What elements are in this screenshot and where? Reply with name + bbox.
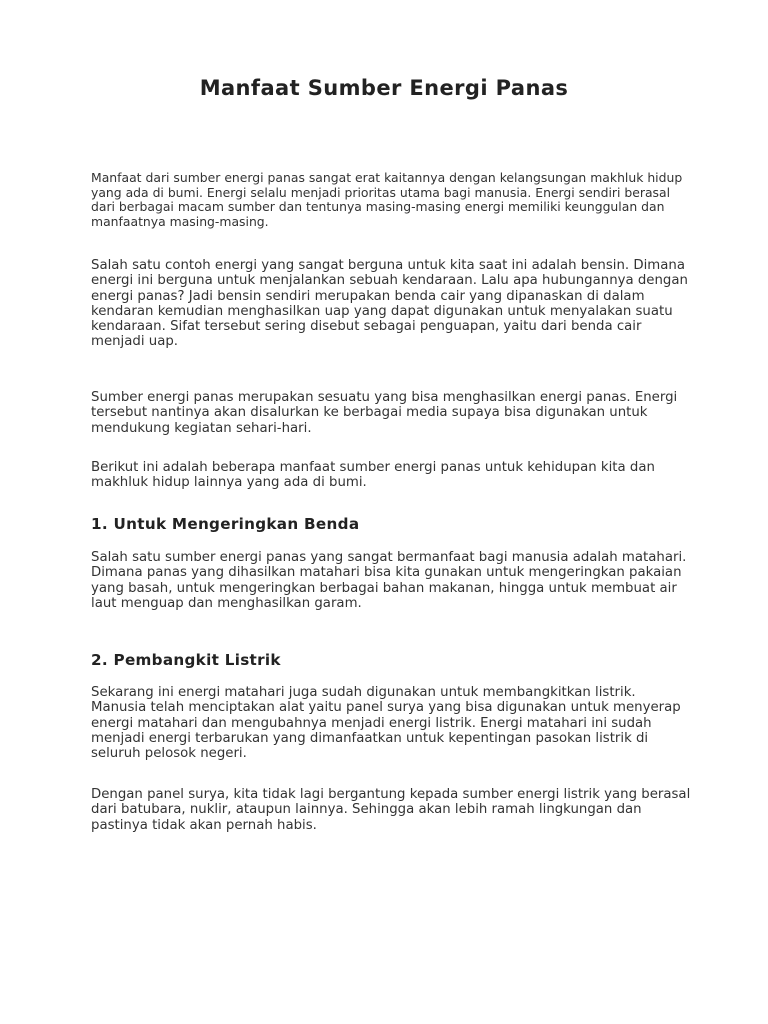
section-heading: 2. Pembangkit Listrik bbox=[91, 651, 281, 669]
section-paragraph: Salah satu sumber energi panas yang sangat bermanfaat bagi manusia adalah matahari. Dimana panas yang dihasilkan matahari bisa kita gunakan untuk mengeringkan pakaian yang basah, untuk mengeringkan berbagai bahan makanan, hingga untuk membuat air laut menguap dan menghasilkan garam. bbox=[91, 550, 687, 611]
section-paragraph: Dengan panel surya, kita tidak lagi bergantung kepada sumber energi listrik yang berasal dari batubara, nuklir, ataupun lainnya. Sehingga akan lebih ramah lingkungan dan pastinya tidak akan pernah habis. bbox=[91, 787, 691, 833]
body-paragraph: Berikut ini adalah beberapa manfaat sumber energi panas untuk kehidupan kita dan makhluk hidup lainnya yang ada di bumi. bbox=[91, 460, 655, 491]
intro-paragraph: Manfaat dari sumber energi panas sangat erat kaitannya dengan kelangsungan makhluk hidup yang ada di bumi. Energi selalu menjadi prioritas utama bagi manusia. Energi sendiri berasal dari berbagai macam sumber dan tentunya masing-masing energi memiliki keunggulan dan manfaatnya masing-masing. bbox=[91, 170, 683, 229]
section-paragraph: Sekarang ini energi matahari juga sudah digunakan untuk membangkitkan listrik. Manusia telah menciptakan alat yaitu panel surya yang bisa digunakan untuk menyerap energi matahari dan mengubahnya menjadi energi listrik. Energi matahari ini sudah menjadi energi terbarukan yang dimanfaatkan untuk kepentingan pasokan listrik di seluruh pelosok negeri. bbox=[91, 685, 681, 762]
body-paragraph: Sumber energi panas merupakan sesuatu yang bisa menghasilkan energi panas. Energi tersebut nantinya akan disalurkan ke berbagai media supaya bisa digunakan untuk mendukung kegiatan sehari-hari. bbox=[91, 390, 678, 436]
body-paragraph: Salah satu contoh energi yang sangat berguna untuk kita saat ini adalah bensin. Dimana energi ini berguna untuk menjalankan sebuah kendaraan. Lalu apa hubungannya dengan energi panas? Jadi bensin sendiri merupakan benda cair yang dipanaskan di dalam kendaran kemudian menghasilkan uap yang dapat digunakan untuk menyalakan suatu kendaraan. Sifat tersebut sering disebut sebagai penguapan, yaitu dari benda cair menjadi uap. bbox=[91, 258, 688, 350]
document-title: Manfaat Sumber Energi Panas bbox=[199, 76, 569, 100]
section-heading: 1. Untuk Mengeringkan Benda bbox=[91, 515, 360, 533]
